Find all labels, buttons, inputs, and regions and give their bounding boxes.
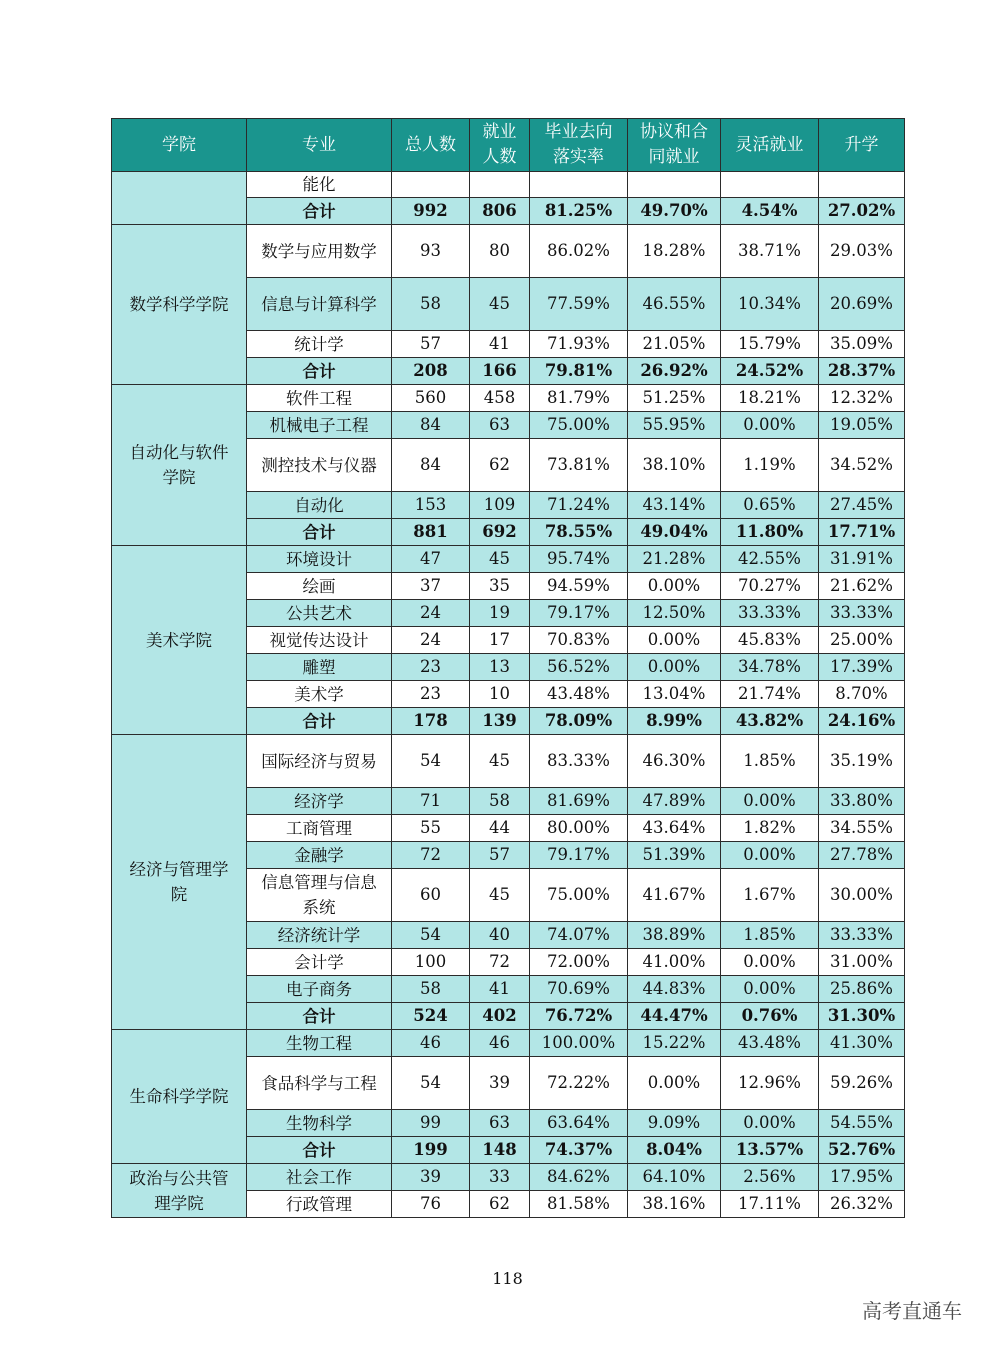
cell-placement-rate: 80.00% [530,815,628,842]
cell-contract: 0.00% [628,1057,721,1110]
table-row [112,1030,905,1057]
cell-employed: 41 [470,331,530,358]
cell-total: 23 [392,681,470,708]
cell-further-study: 28.37% [819,358,905,385]
cell-employed [470,172,530,198]
cell-contract: 55.95% [628,412,721,439]
cell-contract: 43.64% [628,815,721,842]
major-cell: 信息管理与信息系统 [247,869,392,922]
cell-further-study: 20.69% [819,278,905,331]
cell-contract: 44.47% [628,1003,721,1030]
cell-further-study: 17.71% [819,519,905,546]
college-cell: 自动化与软件学院 [112,385,247,546]
cell-total: 72 [392,842,470,869]
major-cell: 视觉传达设计 [247,627,392,654]
cell-placement-rate [530,172,628,198]
cell-further-study: 24.16% [819,708,905,735]
cell-employed: 35 [470,573,530,600]
major-cell: 软件工程 [247,385,392,412]
cell-placement-rate: 71.93% [530,331,628,358]
cell-flexible: 0.00% [721,788,819,815]
table-header [112,119,905,172]
cell-placement-rate: 84.62% [530,1164,628,1191]
cell-employed: 402 [470,1003,530,1030]
cell-total: 524 [392,1003,470,1030]
college-cell: 美术学院 [112,546,247,735]
cell-flexible: 4.54% [721,198,819,225]
cell-contract: 43.14% [628,492,721,519]
cell-further-study: 27.02% [819,198,905,225]
cell-total: 46 [392,1030,470,1057]
cell-placement-rate: 76.72% [530,1003,628,1030]
cell-placement-rate: 79.17% [530,600,628,627]
cell-employed: 45 [470,869,530,922]
cell-flexible: 43.82% [721,708,819,735]
major-cell: 统计学 [247,331,392,358]
cell-employed: 806 [470,198,530,225]
cell-flexible: 10.34% [721,278,819,331]
table-row [112,735,905,788]
cell-placement-rate: 79.81% [530,358,628,385]
cell-placement-rate: 78.09% [530,708,628,735]
major-cell: 环境设计 [247,546,392,573]
cell-placement-rate: 72.22% [530,1057,628,1110]
cell-contract: 38.89% [628,922,721,949]
cell-contract: 46.55% [628,278,721,331]
cell-contract: 51.39% [628,842,721,869]
cell-contract: 41.00% [628,949,721,976]
cell-further-study: 34.55% [819,815,905,842]
cell-further-study: 17.95% [819,1164,905,1191]
cell-flexible: 34.78% [721,654,819,681]
cell-further-study: 8.70% [819,681,905,708]
cell-total: 47 [392,546,470,573]
cell-flexible: 0.00% [721,412,819,439]
cell-employed: 40 [470,922,530,949]
major-cell: 会计学 [247,949,392,976]
cell-further-study: 33.33% [819,600,905,627]
cell-further-study: 25.00% [819,627,905,654]
cell-further-study: 59.26% [819,1057,905,1110]
subtotal-label: 合计 [247,1137,392,1164]
cell-employed: 58 [470,788,530,815]
cell-further-study: 54.55% [819,1110,905,1137]
cell-flexible: 0.00% [721,949,819,976]
subtotal-label: 合计 [247,358,392,385]
major-cell: 生物工程 [247,1030,392,1057]
major-cell: 数学与应用数学 [247,225,392,278]
cell-placement-rate: 75.00% [530,869,628,922]
table-row [112,1164,905,1191]
cell-further-study: 25.86% [819,976,905,1003]
cell-flexible: 42.55% [721,546,819,573]
cell-placement-rate: 81.69% [530,788,628,815]
cell-flexible: 0.00% [721,842,819,869]
major-cell: 公共艺术 [247,600,392,627]
cell-contract: 49.70% [628,198,721,225]
cell-employed: 62 [470,1191,530,1218]
cell-contract: 38.10% [628,439,721,492]
cell-total: 71 [392,788,470,815]
cell-contract [628,172,721,198]
cell-employed: 39 [470,1057,530,1110]
cell-placement-rate: 83.33% [530,735,628,788]
cell-contract: 18.28% [628,225,721,278]
cell-further-study: 35.19% [819,735,905,788]
cell-further-study: 34.52% [819,439,905,492]
header-total: 总人数 [392,119,470,172]
cell-placement-rate: 86.02% [530,225,628,278]
cell-further-study: 41.30% [819,1030,905,1057]
header-employed: 就业人数 [470,119,530,172]
cell-contract: 13.04% [628,681,721,708]
cell-total: 24 [392,627,470,654]
cell-placement-rate: 94.59% [530,573,628,600]
table-row [112,546,905,573]
cell-contract: 8.99% [628,708,721,735]
cell-employed: 458 [470,385,530,412]
college-cell: 生命科学学院 [112,1030,247,1164]
cell-placement-rate: 70.69% [530,976,628,1003]
cell-flexible: 43.48% [721,1030,819,1057]
cell-further-study: 31.00% [819,949,905,976]
cell-employed: 166 [470,358,530,385]
header-major: 专业 [247,119,392,172]
major-cell: 信息与计算科学 [247,278,392,331]
cell-total: 54 [392,735,470,788]
cell-total: 99 [392,1110,470,1137]
cell-employed: 44 [470,815,530,842]
cell-total: 54 [392,922,470,949]
cell-employed: 17 [470,627,530,654]
cell-placement-rate: 72.00% [530,949,628,976]
cell-employed: 41 [470,976,530,1003]
cell-flexible: 70.27% [721,573,819,600]
cell-total: 153 [392,492,470,519]
major-cell: 自动化 [247,492,392,519]
cell-further-study: 27.45% [819,492,905,519]
header-further-study: 升学 [819,119,905,172]
cell-total: 60 [392,869,470,922]
cell-placement-rate: 75.00% [530,412,628,439]
cell-placement-rate: 70.83% [530,627,628,654]
header-flexible: 灵活就业 [721,119,819,172]
cell-total: 54 [392,1057,470,1110]
cell-employed: 63 [470,412,530,439]
cell-employed: 62 [470,439,530,492]
employment-table [111,118,905,1218]
cell-contract: 49.04% [628,519,721,546]
cell-employed: 19 [470,600,530,627]
cell-flexible: 24.52% [721,358,819,385]
cell-further-study: 17.39% [819,654,905,681]
major-cell: 雕塑 [247,654,392,681]
college-cell: 数学科学学院 [112,225,247,385]
cell-contract: 38.16% [628,1191,721,1218]
cell-total: 76 [392,1191,470,1218]
major-cell: 电子商务 [247,976,392,1003]
cell-employed: 692 [470,519,530,546]
cell-placement-rate: 95.74% [530,546,628,573]
major-cell: 绘画 [247,573,392,600]
cell-total: 178 [392,708,470,735]
cell-further-study: 33.33% [819,922,905,949]
cell-flexible: 21.74% [721,681,819,708]
major-cell: 经济统计学 [247,922,392,949]
cell-employed: 45 [470,735,530,788]
cell-employed: 45 [470,546,530,573]
cell-placement-rate: 81.25% [530,198,628,225]
cell-further-study: 52.76% [819,1137,905,1164]
header-college: 学院 [112,119,247,172]
cell-further-study: 26.32% [819,1191,905,1218]
cell-flexible: 12.96% [721,1057,819,1110]
major-cell: 国际经济与贸易 [247,735,392,788]
page-number: 118 [492,1269,523,1288]
cell-flexible: 0.76% [721,1003,819,1030]
cell-employed: 45 [470,278,530,331]
table-row [112,172,905,198]
cell-placement-rate: 56.52% [530,654,628,681]
major-cell: 行政管理 [247,1191,392,1218]
cell-placement-rate: 43.48% [530,681,628,708]
cell-contract: 12.50% [628,600,721,627]
cell-total: 58 [392,278,470,331]
cell-flexible: 15.79% [721,331,819,358]
cell-total: 199 [392,1137,470,1164]
cell-further-study [819,172,905,198]
cell-employed: 57 [470,842,530,869]
major-cell: 食品科学与工程 [247,1057,392,1110]
major-cell: 能化 [247,172,392,198]
cell-contract: 21.28% [628,546,721,573]
cell-placement-rate: 100.00% [530,1030,628,1057]
cell-placement-rate: 71.24% [530,492,628,519]
cell-placement-rate: 73.81% [530,439,628,492]
cell-total: 24 [392,600,470,627]
cell-total: 37 [392,573,470,600]
cell-total: 58 [392,976,470,1003]
cell-flexible: 0.65% [721,492,819,519]
cell-placement-rate: 74.07% [530,922,628,949]
cell-further-study: 12.32% [819,385,905,412]
cell-flexible: 1.67% [721,869,819,922]
cell-further-study: 33.80% [819,788,905,815]
cell-flexible: 0.00% [721,1110,819,1137]
cell-contract: 44.83% [628,976,721,1003]
table-row [112,385,905,412]
major-cell: 机械电子工程 [247,412,392,439]
major-cell: 经济学 [247,788,392,815]
cell-contract: 8.04% [628,1137,721,1164]
cell-further-study: 30.00% [819,869,905,922]
cell-employed: 80 [470,225,530,278]
cell-flexible: 38.71% [721,225,819,278]
cell-total: 55 [392,815,470,842]
cell-placement-rate: 79.17% [530,842,628,869]
cell-total: 84 [392,412,470,439]
cell-placement-rate: 77.59% [530,278,628,331]
cell-further-study: 31.30% [819,1003,905,1030]
cell-contract: 46.30% [628,735,721,788]
cell-flexible: 0.00% [721,976,819,1003]
cell-total: 208 [392,358,470,385]
cell-employed: 72 [470,949,530,976]
cell-total: 100 [392,949,470,976]
cell-total: 560 [392,385,470,412]
cell-flexible [721,172,819,198]
cell-total: 39 [392,1164,470,1191]
cell-flexible: 33.33% [721,600,819,627]
cell-total: 93 [392,225,470,278]
major-cell: 美术学 [247,681,392,708]
header-row [112,119,905,172]
cell-contract: 47.89% [628,788,721,815]
cell-employed: 139 [470,708,530,735]
cell-contract: 51.25% [628,385,721,412]
subtotal-label: 合计 [247,519,392,546]
college-cell: 经济与管理学院 [112,735,247,1030]
cell-placement-rate: 81.58% [530,1191,628,1218]
cell-employed: 109 [470,492,530,519]
cell-contract: 0.00% [628,573,721,600]
cell-contract: 0.00% [628,627,721,654]
major-cell: 工商管理 [247,815,392,842]
subtotal-label: 合计 [247,708,392,735]
header-contract: 协议和合同就业 [628,119,721,172]
cell-placement-rate: 81.79% [530,385,628,412]
cell-contract: 15.22% [628,1030,721,1057]
cell-flexible: 18.21% [721,385,819,412]
cell-contract: 9.09% [628,1110,721,1137]
cell-flexible: 17.11% [721,1191,819,1218]
cell-further-study: 35.09% [819,331,905,358]
cell-further-study: 27.78% [819,842,905,869]
cell-contract: 26.92% [628,358,721,385]
cell-contract: 64.10% [628,1164,721,1191]
cell-total [392,172,470,198]
major-cell: 金融学 [247,842,392,869]
header-placement-rate: 毕业去向落实率 [530,119,628,172]
cell-flexible: 1.85% [721,922,819,949]
major-cell: 生物科学 [247,1110,392,1137]
cell-contract: 41.67% [628,869,721,922]
cell-total: 84 [392,439,470,492]
college-cell [112,172,247,225]
cell-flexible: 45.83% [721,627,819,654]
cell-employed: 46 [470,1030,530,1057]
cell-flexible: 1.82% [721,815,819,842]
cell-placement-rate: 74.37% [530,1137,628,1164]
cell-employed: 10 [470,681,530,708]
subtotal-label: 合计 [247,198,392,225]
cell-total: 881 [392,519,470,546]
cell-contract: 21.05% [628,331,721,358]
cell-flexible: 1.19% [721,439,819,492]
cell-placement-rate: 63.64% [530,1110,628,1137]
table-body [112,172,905,1218]
cell-total: 57 [392,331,470,358]
cell-employed: 148 [470,1137,530,1164]
cell-further-study: 31.91% [819,546,905,573]
cell-flexible: 1.85% [721,735,819,788]
subtotal-label: 合计 [247,1003,392,1030]
cell-contract: 0.00% [628,654,721,681]
cell-further-study: 19.05% [819,412,905,439]
cell-flexible: 11.80% [721,519,819,546]
cell-placement-rate: 78.55% [530,519,628,546]
watermark: 高考直通车 [862,1299,962,1323]
major-cell: 社会工作 [247,1164,392,1191]
cell-flexible: 13.57% [721,1137,819,1164]
cell-further-study: 29.03% [819,225,905,278]
cell-employed: 33 [470,1164,530,1191]
table-row [112,225,905,278]
cell-flexible: 2.56% [721,1164,819,1191]
major-cell: 测控技术与仪器 [247,439,392,492]
cell-total: 23 [392,654,470,681]
college-cell: 政治与公共管理学院 [112,1164,247,1218]
cell-employed: 63 [470,1110,530,1137]
cell-employed: 13 [470,654,530,681]
cell-total: 992 [392,198,470,225]
cell-further-study: 21.62% [819,573,905,600]
